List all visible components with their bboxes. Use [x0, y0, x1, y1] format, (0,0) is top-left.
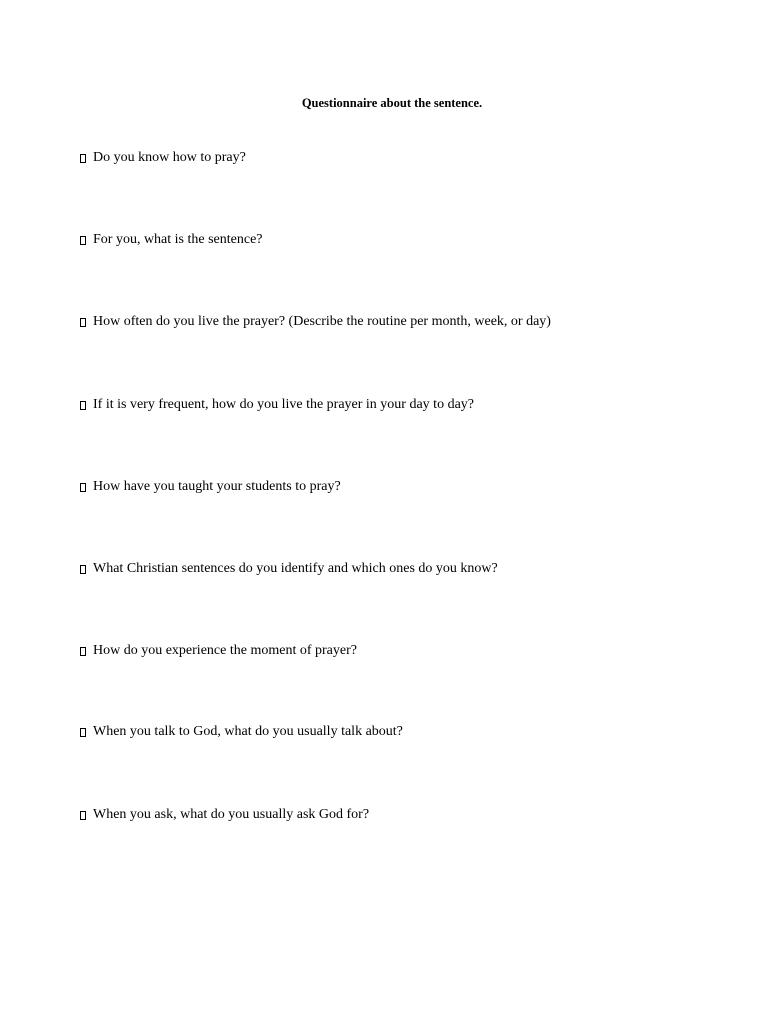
question-text: How do you experience the moment of prayer? [93, 643, 357, 658]
missing-glyph-box-icon [80, 401, 86, 410]
missing-glyph-box-icon [80, 728, 86, 737]
question-text: How often do you live the prayer? (Describe the routine per month, week, or day) [93, 314, 551, 329]
question-item [80, 149, 246, 167]
question-item [80, 231, 263, 249]
question-item [80, 723, 403, 741]
question-item [80, 560, 498, 578]
missing-glyph-box-icon [80, 811, 86, 820]
missing-glyph-box-icon [80, 318, 86, 327]
question-text: Do you know how to pray? [93, 150, 246, 165]
question-item [80, 396, 474, 414]
question-item [80, 806, 369, 824]
missing-glyph-box-icon [80, 154, 86, 163]
missing-glyph-box-icon [80, 647, 86, 656]
document-title: Questionnaire about the sentence. [301, 96, 483, 110]
question-text: When you ask, what do you usually ask God for? [93, 807, 370, 822]
question-text: For you, what is the sentence? [93, 232, 263, 247]
missing-glyph-box-icon [80, 483, 86, 492]
question-item [80, 478, 341, 496]
question-text: If it is very frequent, how do you live the prayer in your day to day? [93, 397, 475, 412]
question-text: When you talk to God, what do you usually talk about? [93, 724, 403, 739]
missing-glyph-box-icon [80, 565, 86, 574]
question-text: What Christian sentences do you identify and which ones do you know? [93, 561, 498, 576]
question-item [80, 642, 357, 660]
question-text: How have you taught your students to pray? [93, 479, 341, 494]
missing-glyph-box-icon [80, 236, 86, 245]
question-item [80, 313, 551, 331]
